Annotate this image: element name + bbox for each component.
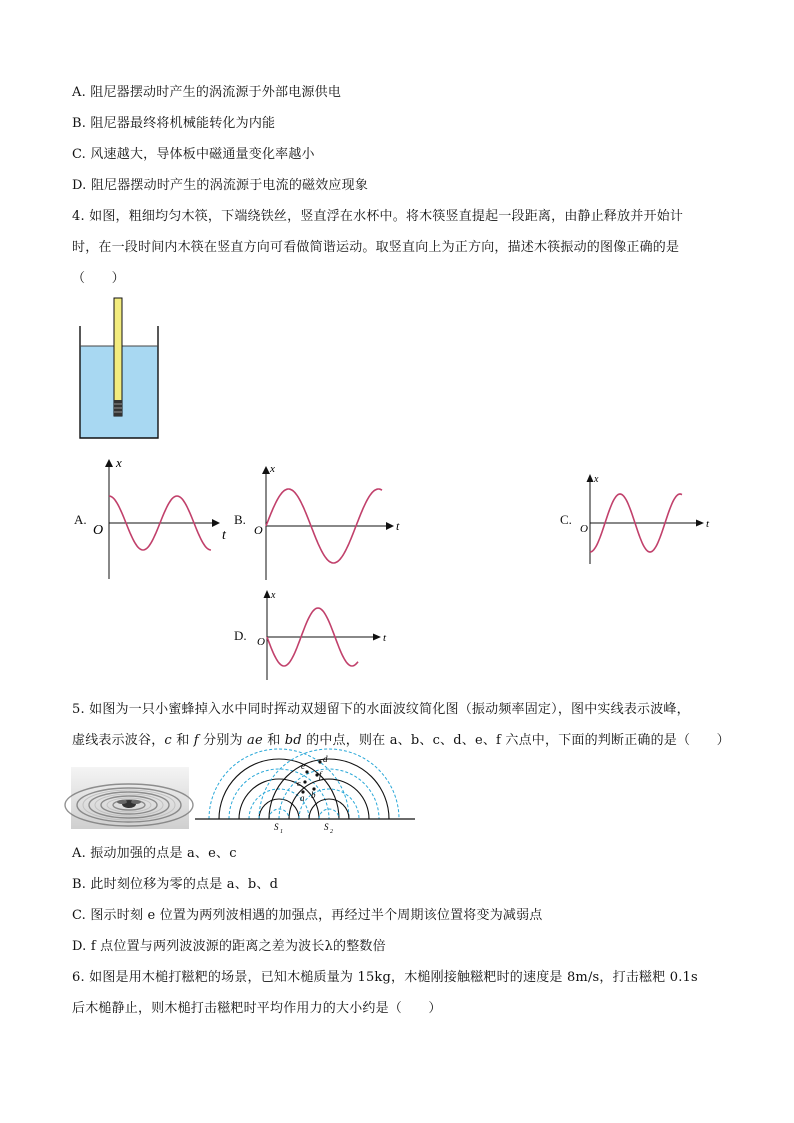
q5-option-d: D. f 点位置与两列波波源的距离之差为波长λ的整数倍 xyxy=(72,939,386,954)
svg-text:S: S xyxy=(324,822,329,832)
graph-b-origin: O xyxy=(254,523,263,537)
q5-stem-line1: 5. 如图为一只小蜜蜂掉入水中同时挥动双翅留下的水面波纹简化图（振动频率固定），图中实线表示波峰， xyxy=(72,702,690,717)
q5-option-b: B. 此时刻位移为零的点是 a、b、d xyxy=(72,877,279,892)
point-f-label: f xyxy=(319,770,322,780)
wave-interference-diagram xyxy=(195,754,417,834)
source-s2-label xyxy=(324,822,333,835)
point-a-label: a xyxy=(300,793,305,803)
graph-a-x-label: x xyxy=(116,455,122,470)
graph-c-origin: O xyxy=(580,523,588,535)
q5-stem-line2: 虚线表示波谷，c 和 f 分别为 ae 和 bd 的中点，则在 a、b、c、d、e、f 六点中，下面的判断正确的是（ ） xyxy=(72,733,730,748)
point-d-dot xyxy=(318,760,321,763)
q4-stem-line2: 时，在一段时间内木筷在竖直方向可看做简谐运动。取竖直向上为正方向，描述木筷振动的图像正确的是 xyxy=(72,240,680,255)
graph-b xyxy=(250,462,410,592)
point-e-label: e xyxy=(301,761,305,771)
graph-a-origin: O xyxy=(93,523,104,538)
graph-b-label: B. xyxy=(234,512,246,527)
wooden-stick xyxy=(114,298,122,416)
q3-option-c: C. 风速越大，导体板中磁通量变化率越小 xyxy=(72,147,315,162)
source-s1-label xyxy=(274,822,283,835)
graph-b-t-label: t xyxy=(396,519,400,533)
graph-d-label: D. xyxy=(234,628,247,643)
svg-text:S: S xyxy=(274,822,279,832)
graph-b-x-label: x xyxy=(270,463,275,475)
graph-c xyxy=(578,470,718,570)
svg-text:2: 2 xyxy=(330,829,333,835)
q6-stem-line2: 后木槌静止，则木槌打击糍粑时平均作用力的大小约是（ ） xyxy=(72,1001,442,1016)
svg-text:1: 1 xyxy=(280,829,283,835)
trough-arc-s2 xyxy=(279,769,379,819)
graph-d-t-label: t xyxy=(383,632,387,644)
graph-d-origin: O xyxy=(257,636,265,648)
graph-d-x-label: x xyxy=(271,590,276,601)
beaker-figure xyxy=(70,292,170,442)
graph-c-x-label: x xyxy=(594,474,599,485)
q6-stem-line1: 6. 如图是用木槌打糍粑的场景，已知木槌质量为 15kg，木槌刚接触糍粑时的速度是 8m/s，打击糍粑 0.1s xyxy=(72,970,698,985)
graph-c-t-label: t xyxy=(706,518,710,530)
graph-a xyxy=(90,455,230,585)
point-d-label: d xyxy=(323,754,328,764)
graph-d xyxy=(255,586,395,686)
q5-option-c: C. 图示时刻 e 位置为两列波相遇的加强点，再经过半个周期该位置将变为减弱点 xyxy=(72,908,543,923)
graph-c-label: C. xyxy=(560,512,572,527)
point-b-label: b xyxy=(311,790,316,800)
bee-water-photo xyxy=(71,767,189,829)
q4-stem-line3: （ ） xyxy=(72,271,125,286)
q3-option-b: B. 阻尼器最终将机械能转化为内能 xyxy=(72,116,276,131)
point-c-dot xyxy=(303,780,306,783)
graph-a-t-label: t xyxy=(222,528,226,543)
q5-option-a: A. 振动加强的点是 a、e、c xyxy=(72,846,237,861)
q3-option-a: A. 阻尼器摆动时产生的涡流源于外部电源供电 xyxy=(72,85,342,100)
q3-option-d: D. 阻尼器摆动时产生的涡流源于电流的磁效应现象 xyxy=(72,178,369,193)
graph-a-label: A. xyxy=(74,512,87,527)
point-e-dot xyxy=(305,770,308,773)
q4-stem-line1: 4. 如图，粗细均匀木筷，下端绕铁丝，竖直浮在水杯中。将木筷竖直提起一段距离，由静止释放并开始计 xyxy=(72,209,684,224)
point-c-label: c xyxy=(297,779,301,788)
